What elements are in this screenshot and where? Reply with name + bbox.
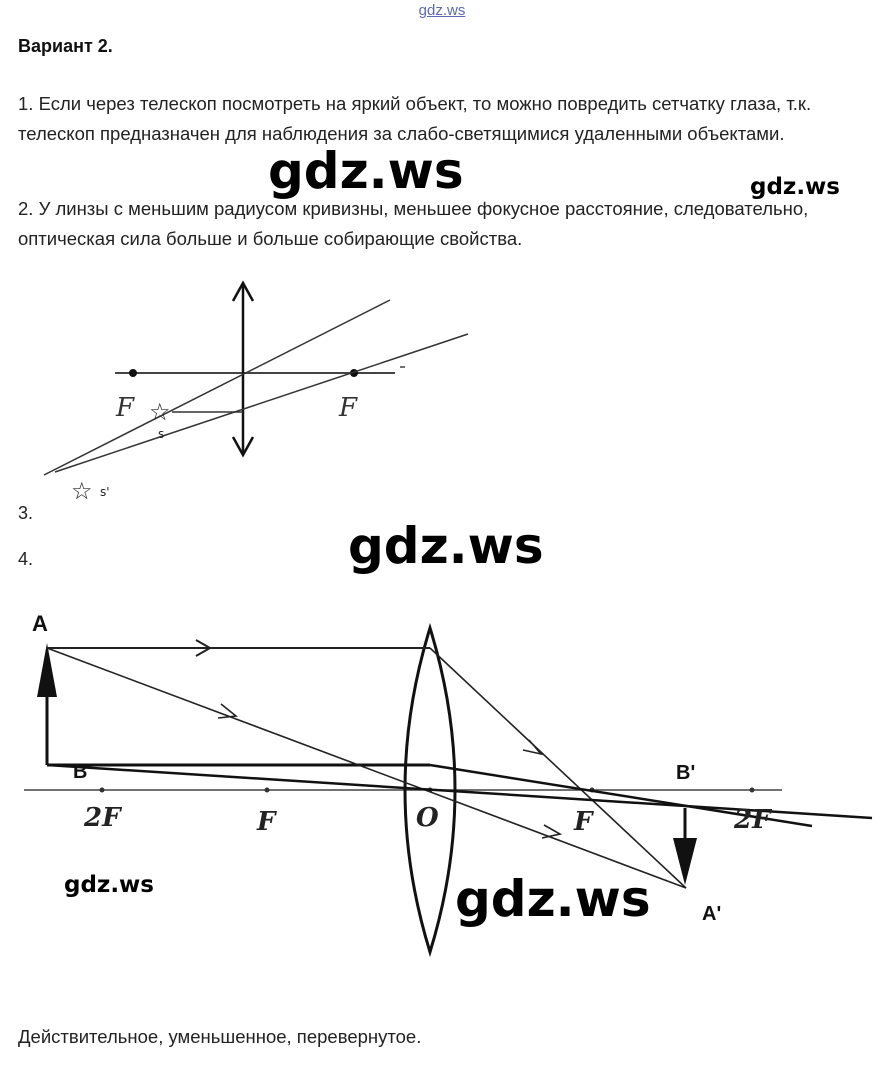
axis-mark-f-left <box>265 788 270 793</box>
label-a: A <box>32 611 48 636</box>
answer-1-text: 1. Если через телескоп посмотреть на яркий объект, то можно повредить сетчатку глаза, т.к. телескоп предназначен для наблюдения за слабо-светящимися удаленными объектами. <box>18 93 812 144</box>
ray-refracted-focus <box>430 648 686 888</box>
image-label: s' <box>100 485 110 499</box>
axis-mark-2f-right <box>750 788 755 793</box>
label-f-right: F <box>574 807 593 837</box>
source-label: s <box>158 427 165 441</box>
label-o: O <box>416 803 439 833</box>
source-star-icon: ☆ <box>149 398 171 426</box>
variant-title: Вариант 2. <box>18 36 113 56</box>
ray-direction-arrow-icon <box>542 825 560 838</box>
watermark-text: gdz.ws <box>348 517 544 575</box>
label-2f-right: 2F <box>734 805 771 835</box>
label-a-prime: A' <box>702 903 722 925</box>
ray-direction-arrow-icon <box>523 740 541 754</box>
label-2f-left: 2F <box>84 803 121 833</box>
label-b-prime: B' <box>676 762 696 784</box>
watermark-text: gdz.ws <box>750 174 840 200</box>
focus-label-right: F <box>339 393 358 423</box>
item-3-label: 3. <box>18 503 34 523</box>
watermark-text: gdz.ws <box>455 870 651 928</box>
image-arrow-head-icon <box>673 838 697 885</box>
label-f-left: F <box>257 807 276 837</box>
watermark-text: gdz.ws <box>268 142 464 200</box>
final-answer-text: Действительное, уменьшенное, перевернутое. <box>18 1026 422 1047</box>
label-b: B <box>73 761 88 783</box>
header-watermark-link[interactable]: gdz.ws <box>418 2 466 19</box>
ray-a-center <box>47 648 686 888</box>
image-star-icon: ☆ <box>71 477 93 505</box>
answer-2-text: 2. У линзы с меньшим радиусом кривизны, меньшее фокусное расстояние, следовательно, оптическая сила больше и больше собирающие свойства. <box>18 198 809 249</box>
axis-mark-2f-left <box>100 788 105 793</box>
item-4-label: 4. <box>18 549 34 569</box>
watermark-text: gdz.ws <box>64 872 154 898</box>
focus-label-left: F <box>116 393 135 423</box>
